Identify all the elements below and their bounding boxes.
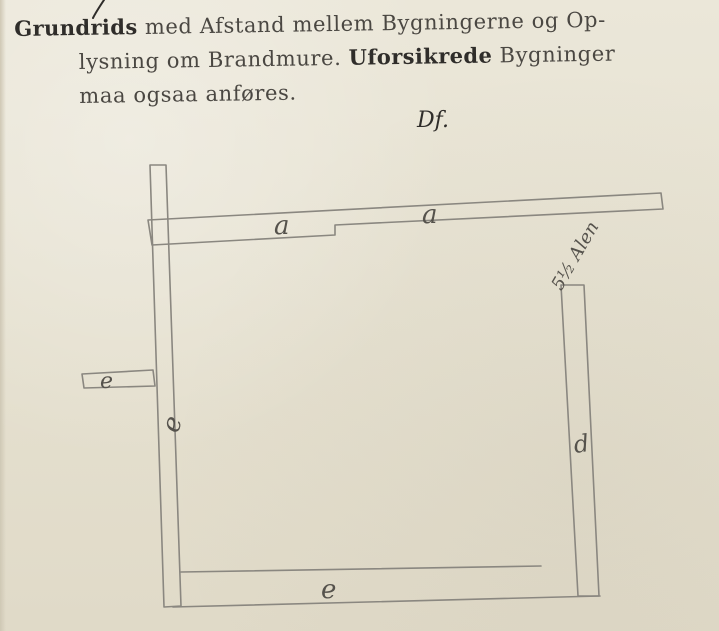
ink-stroke-top (93, 0, 104, 18)
label-e-left-wall: e (155, 412, 190, 437)
label-e-bottom: e (321, 575, 337, 605)
bottom-inner-line (181, 566, 541, 572)
bottom-outer-line (173, 596, 600, 607)
ink-annotation-df (416, 108, 449, 133)
ink-annotation-text: Df. (417, 108, 449, 133)
label-a-left: a (274, 211, 290, 241)
label-a-right: a (422, 200, 438, 230)
label-e-stub: e (100, 369, 114, 394)
label-d-right-wall: d (571, 429, 591, 459)
caption-text-1: med Afstand mellem Bygningerne og Op- (144, 7, 607, 39)
caption-text-2b: Bygninger (499, 41, 616, 68)
caption-text-3: maa ogsaa anføres. (79, 80, 297, 108)
caption-text-2: lysning om Brandmure. (78, 45, 342, 74)
left-stub-outline (82, 370, 155, 388)
caption-bold-grundrids: Grundrids (14, 14, 138, 41)
caption-bold-uforsikrede: Uforsikrede (348, 42, 493, 70)
label-distance: 5½ Alen (547, 217, 604, 294)
